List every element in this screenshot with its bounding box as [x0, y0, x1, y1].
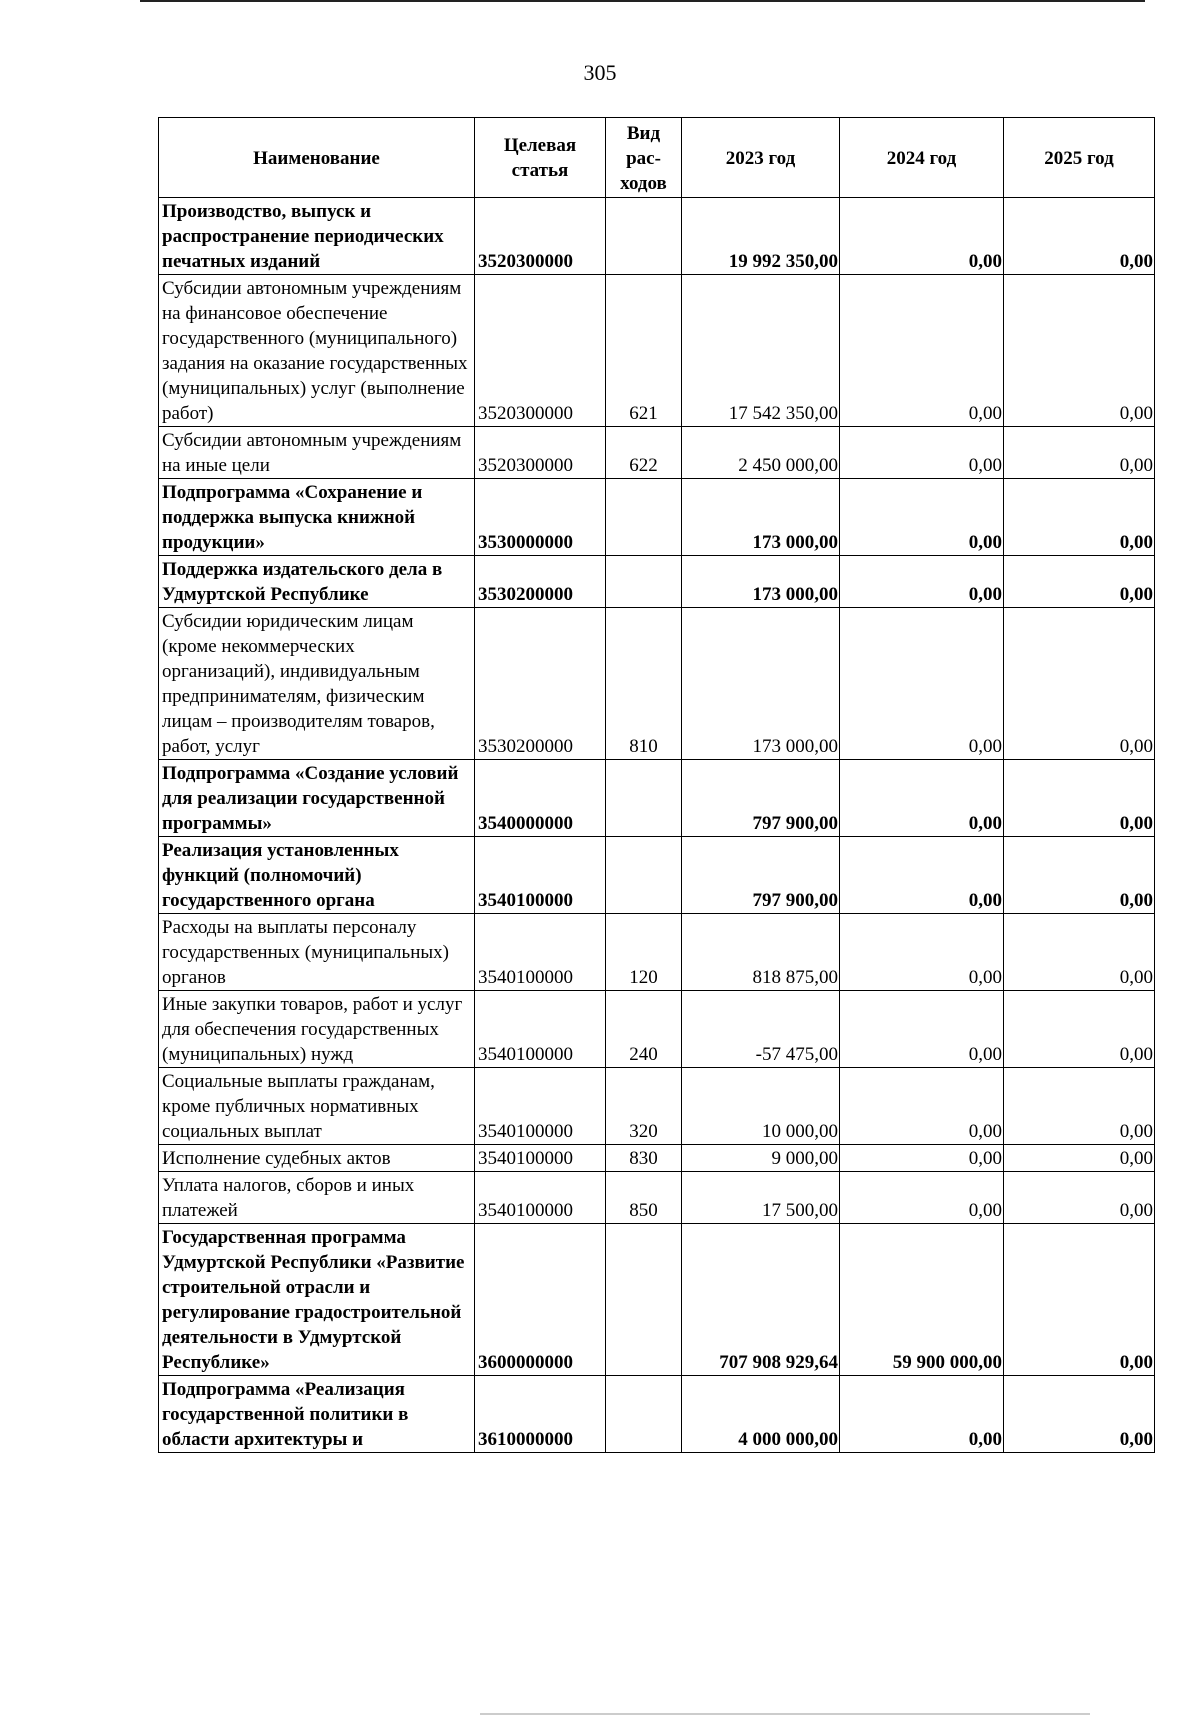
- cell-2025: 0,00: [1004, 914, 1155, 991]
- cell-vr: 120: [606, 914, 682, 991]
- cell-vr: [606, 837, 682, 914]
- cell-2024: 0,00: [840, 1172, 1004, 1224]
- cell-vr: 320: [606, 1068, 682, 1145]
- table-row: [159, 608, 1155, 760]
- table-row: [159, 1376, 1155, 1453]
- cell-2024: 0,00: [840, 760, 1004, 837]
- cell-code: 3540100000: [475, 1145, 606, 1172]
- cell-2024: 59 900 000,00: [840, 1224, 1004, 1376]
- cell-name: Социальные выплаты гражданам, кроме публичных нормативных социальных выплат: [159, 1068, 475, 1145]
- cell-code: 3530000000: [475, 479, 606, 556]
- cell-vr: [606, 556, 682, 608]
- cell-2023: 173 000,00: [682, 608, 840, 760]
- cell-name: Расходы на выплаты персоналу государственных (муниципальных) органов: [159, 914, 475, 991]
- table-row: [159, 1068, 1155, 1145]
- header-row: [159, 118, 1155, 198]
- cell-2023: 797 900,00: [682, 760, 840, 837]
- cell-vr: [606, 479, 682, 556]
- cell-2023: -57 475,00: [682, 991, 840, 1068]
- cell-2023: 797 900,00: [682, 837, 840, 914]
- col-header-2025: 2025 год: [1004, 118, 1155, 198]
- cell-2024: 0,00: [840, 556, 1004, 608]
- cell-2025: 0,00: [1004, 427, 1155, 479]
- cell-2024: 0,00: [840, 479, 1004, 556]
- table-row: [159, 198, 1155, 275]
- table-row: [159, 914, 1155, 991]
- cell-name: Подпрограмма «Создание условий для реализации государственной программы»: [159, 760, 475, 837]
- cell-code: 3610000000: [475, 1376, 606, 1453]
- table-row: [159, 837, 1155, 914]
- cell-2023: 173 000,00: [682, 479, 840, 556]
- cell-vr: 622: [606, 427, 682, 479]
- scan-edge-top: [140, 0, 1145, 2]
- cell-name: Подпрограмма «Реализация государственной политики в области архитектуры и: [159, 1376, 475, 1453]
- cell-2024: 0,00: [840, 608, 1004, 760]
- cell-vr: 830: [606, 1145, 682, 1172]
- cell-name: Иные закупки товаров, работ и услуг для обеспечения государственных (муниципальных) нужд: [159, 991, 475, 1068]
- cell-2025: 0,00: [1004, 198, 1155, 275]
- cell-2025: 0,00: [1004, 837, 1155, 914]
- cell-vr: [606, 1224, 682, 1376]
- cell-code: 3540000000: [475, 760, 606, 837]
- cell-2024: 0,00: [840, 427, 1004, 479]
- cell-2025: 0,00: [1004, 1376, 1155, 1453]
- col-header-2024: 2024 год: [840, 118, 1004, 198]
- cell-name: Поддержка издательского дела в Удмуртской Республике: [159, 556, 475, 608]
- cell-code: 3530200000: [475, 556, 606, 608]
- cell-2025: 0,00: [1004, 1224, 1155, 1376]
- cell-2025: 0,00: [1004, 608, 1155, 760]
- cell-2025: 0,00: [1004, 991, 1155, 1068]
- cell-2023: 173 000,00: [682, 556, 840, 608]
- table-row: [159, 991, 1155, 1068]
- cell-2023: 17 542 350,00: [682, 275, 840, 427]
- page-number: 305: [583, 60, 617, 85]
- cell-2024: 0,00: [840, 991, 1004, 1068]
- cell-2023: 9 000,00: [682, 1145, 840, 1172]
- table-row: [159, 1145, 1155, 1172]
- cell-2024: 0,00: [840, 275, 1004, 427]
- cell-2025: 0,00: [1004, 1068, 1155, 1145]
- cell-vr: 240: [606, 991, 682, 1068]
- table-row: [159, 1224, 1155, 1376]
- cell-2023: 818 875,00: [682, 914, 840, 991]
- budget-table: [158, 117, 1155, 1453]
- cell-2023: 10 000,00: [682, 1068, 840, 1145]
- cell-code: 3600000000: [475, 1224, 606, 1376]
- col-header-code: Целевая статья: [475, 118, 606, 198]
- cell-2025: 0,00: [1004, 556, 1155, 608]
- table-row: [159, 556, 1155, 608]
- cell-code: 3540100000: [475, 837, 606, 914]
- cell-name: Субсидии автономным учреждениям на иные цели: [159, 427, 475, 479]
- cell-code: 3520300000: [475, 198, 606, 275]
- table-header: [159, 118, 1155, 198]
- cell-2023: 707 908 929,64: [682, 1224, 840, 1376]
- cell-vr: [606, 1376, 682, 1453]
- cell-2024: 0,00: [840, 1068, 1004, 1145]
- table-row: [159, 1172, 1155, 1224]
- cell-2025: 0,00: [1004, 479, 1155, 556]
- cell-2023: 2 450 000,00: [682, 427, 840, 479]
- table-row: [159, 479, 1155, 556]
- scan-edge-bottom: [480, 1713, 1090, 1715]
- cell-2024: 0,00: [840, 1145, 1004, 1172]
- cell-name: Производство, выпуск и распространение периодических печатных изданий: [159, 198, 475, 275]
- cell-2024: 0,00: [840, 1376, 1004, 1453]
- cell-code: 3540100000: [475, 914, 606, 991]
- cell-2024: 0,00: [840, 198, 1004, 275]
- cell-code: 3530200000: [475, 608, 606, 760]
- cell-2025: 0,00: [1004, 760, 1155, 837]
- cell-2023: 4 000 000,00: [682, 1376, 840, 1453]
- cell-vr: 850: [606, 1172, 682, 1224]
- cell-2025: 0,00: [1004, 1145, 1155, 1172]
- table-row: [159, 760, 1155, 837]
- cell-2025: 0,00: [1004, 1172, 1155, 1224]
- cell-2023: 19 992 350,00: [682, 198, 840, 275]
- cell-vr: [606, 198, 682, 275]
- col-header-vr: Вид рас-ходов: [606, 118, 682, 198]
- cell-vr: [606, 760, 682, 837]
- cell-name: Реализация установленных функций (полномочий) государственного органа: [159, 837, 475, 914]
- cell-name: Субсидии автономным учреждениям на финансовое обеспечение государственного (муниципального) задания на оказание государственных (муниципальных) услуг (выполнение работ): [159, 275, 475, 427]
- table-row: [159, 427, 1155, 479]
- col-header-2023: 2023 год: [682, 118, 840, 198]
- cell-2023: 17 500,00: [682, 1172, 840, 1224]
- cell-code: 3540100000: [475, 1172, 606, 1224]
- cell-2024: 0,00: [840, 837, 1004, 914]
- cell-name: Подпрограмма «Сохранение и поддержка выпуска книжной продукции»: [159, 479, 475, 556]
- cell-code: 3540100000: [475, 991, 606, 1068]
- table-body: [159, 198, 1155, 1453]
- cell-name: Государственная программа Удмуртской Республики «Развитие строительной отрасли и регулирование градостроительной деятельности в Удмуртской Республике»: [159, 1224, 475, 1376]
- cell-2025: 0,00: [1004, 275, 1155, 427]
- cell-2024: 0,00: [840, 914, 1004, 991]
- cell-name: Исполнение судебных актов: [159, 1145, 475, 1172]
- cell-vr: 810: [606, 608, 682, 760]
- col-header-name: Наименование: [159, 118, 475, 198]
- cell-code: 3520300000: [475, 427, 606, 479]
- table-row: [159, 275, 1155, 427]
- cell-name: Субсидии юридическим лицам (кроме некоммерческих организаций), индивидуальным предпринимателям, физическим лицам – производителям товаров, работ, услуг: [159, 608, 475, 760]
- cell-code: 3540100000: [475, 1068, 606, 1145]
- cell-name: Уплата налогов, сборов и иных платежей: [159, 1172, 475, 1224]
- cell-vr: 621: [606, 275, 682, 427]
- cell-code: 3520300000: [475, 275, 606, 427]
